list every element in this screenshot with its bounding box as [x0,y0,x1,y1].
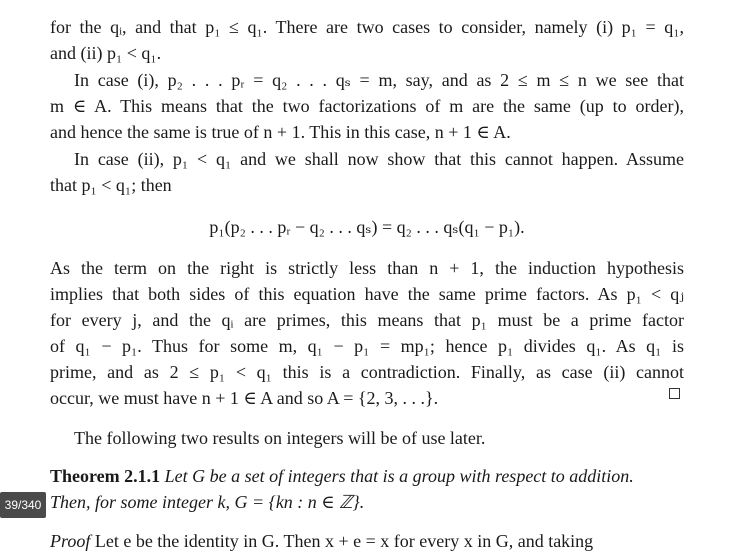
text-line: As the term on the right is strictly less than n + 1, the induction hypothesis [50,258,684,278]
text-line: occur, we must have n + 1 ∈ A and so A = {2, 3, . . .}. [50,388,439,408]
page-indicator: 39/340 [0,492,46,518]
text-line: m ∈ A. This means that the two factorizations of m are the same (up to order), [50,96,684,116]
theorem-line-2: Then, for some integer k, G = {kn : n ∈ ℤ}. [50,492,365,512]
qed-box [669,388,680,399]
text-line: for the qᵢ, and that p₁ ≤ q₁. There are two cases to consider, namely (i) p₁ = q₁, [50,17,684,37]
text-line: In case (i), p₂ . . . pᵣ = q₂ . . . qₛ = m, say, and as 2 ≤ m ≤ n we see that [74,70,684,90]
text-line: and (ii) p₁ < q₁. [50,43,162,63]
proof-line [50,528,684,554]
text-line: prime, and as 2 ≤ p₁ < q₁ this is a contradiction. Finally, as case (ii) cannot [50,362,684,382]
text-line: The following two results on integers will be of use later. [74,428,486,448]
text-line: In case (ii), p₁ < q₁ and we shall now show that this cannot happen. Assume [74,149,684,169]
display-equation: p₁(p₂ . . . pᵣ − q₂ . . . qₛ) = q₂ . . . qₛ(q₁ − p₁). [209,217,525,237]
text-line: implies that both sides of this equation have the same prime factors. As p₁ < qⱼ [50,284,684,304]
text-line: that p₁ < q₁; then [50,175,172,195]
proof-text: Let e be the identity in G. Then x + e = x for every x in G, and taking [94,531,594,551]
proof-label: Proof [50,531,91,551]
text-line: of q₁ − p₁. Thus for some m, q₁ − p₁ = mp₁; hence p₁ divides q₁. As q₁ is [50,336,684,356]
theorem-line-1 [50,463,684,489]
theorem-text: Let G be a set of integers that is a group with respect to addition. [164,466,634,486]
text-line: and hence the same is true of n + 1. This in this case, n + 1 ∈ A. [50,122,511,142]
text-line: for every j, and the qᵢ are primes, this means that p₁ must be a prime factor [50,310,684,330]
theorem-label: Theorem 2.1.1 [50,466,161,486]
